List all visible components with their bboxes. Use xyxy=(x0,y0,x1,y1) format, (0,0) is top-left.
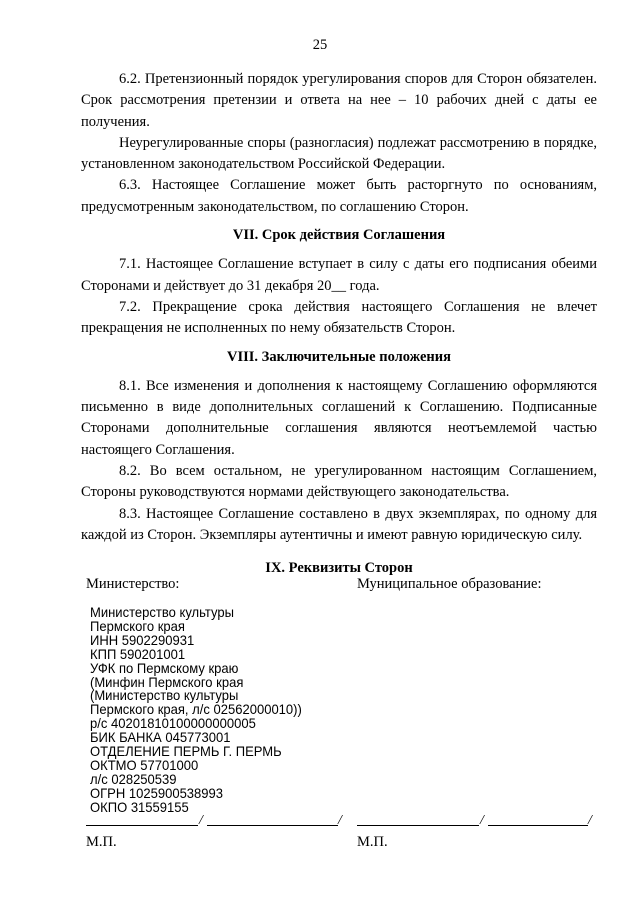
paragraph-7-2: 7.2. Прекращение срока действия настоящего Соглашения не влечет прекращения не исполненных по нему обязательств Сторон. xyxy=(81,298,597,337)
requisite-line: (Минфин Пермского края xyxy=(90,673,244,690)
paragraph-8-2: 8.2. Во всем остальном, не урегулированном настоящим Соглашением, Стороны руководствуются нормами действующего законодательства. xyxy=(81,463,597,501)
requisite-line: Министерство культуры xyxy=(90,604,235,620)
requisite-line: ОКПО 31559155 xyxy=(90,798,189,815)
signature-separator: / xyxy=(480,813,484,828)
requisite-line: л/с 028250539 xyxy=(90,770,177,787)
municipality-signature-line xyxy=(357,813,597,828)
signature-separator: / xyxy=(338,813,342,828)
paragraph-6-2: 6.2. Претензионный порядок урегулирования споров для Сторон обязателен. Срок рассмотрения претензии и ответа на нее – 10 рабочих дней с даты ее получения. xyxy=(81,71,597,130)
paragraph-6-2-disputes: Неурегулированные споры (разногласия) подлежат рассмотрению в порядке, установленном законодательством Российской Федерации. xyxy=(81,134,597,173)
page-number: 25 xyxy=(312,37,328,53)
requisite-line: ОТДЕЛЕНИЕ ПЕРМЬ Г. ПЕРМЬ xyxy=(90,743,282,760)
paragraph-8-3: 8.3. Настоящее Соглашение составлено в двух экземплярах, по одному для каждой из Сторон. Экземпляры аутентичны и имеют равную юридическую силу. xyxy=(81,505,597,543)
signature-separator: / xyxy=(199,813,203,828)
ministry-requisites xyxy=(90,606,302,815)
requisite-line: БИК БАНКА 045773001 xyxy=(90,729,231,746)
signature-field xyxy=(357,825,479,826)
paragraph-7-1: 7.1. Настоящее Соглашение вступает в силу с даты его подписания обеими Сторонами и действует до 31 декабря 20__ года. xyxy=(81,256,597,294)
section-7-heading: VII. Срок действия Соглашения xyxy=(232,227,446,244)
requisite-line: ОГРН 1025900538993 xyxy=(90,784,224,801)
paragraph-6-3: 6.3. Настоящее Соглашение может быть расторгнуто по основаниям, предусмотренным законодательством, по соглашению Сторон. xyxy=(81,177,597,215)
section-8-heading: VIII. Заключительные положения xyxy=(227,348,451,365)
ministry-seal-label: М.П. xyxy=(86,834,117,850)
signature-name-field xyxy=(488,825,588,826)
requisite-line: р/с 40201810100000000005 xyxy=(90,715,256,732)
requisite-line: УФК по Пермскому краю xyxy=(90,659,239,676)
ministry-signature-line xyxy=(86,813,344,828)
section-9-heading: IX. Реквизиты Сторон xyxy=(265,560,413,577)
requisite-line: (Министерство культуры xyxy=(90,687,239,704)
municipality-seal-label: М.П. xyxy=(357,834,388,850)
paragraph-8-1: 8.1. Все изменения и дополнения к настоящему Соглашению оформляются письменно в виде дополнительных соглашений к Соглашению. Подписанные Сторонами дополнительные соглашения являются неотъемлемой частью настоящего Соглашения. xyxy=(81,377,597,458)
requisite-line: Пермского края, л/с 02562000010)) xyxy=(90,701,302,718)
document-body xyxy=(81,69,597,588)
signature-field xyxy=(86,825,198,826)
requisite-line: ИНН 5902290931 xyxy=(90,631,195,648)
requisite-line: Пермского края xyxy=(90,617,185,634)
requisite-line: ОКТМО 57701000 xyxy=(90,756,199,773)
signature-name-field xyxy=(207,825,338,826)
requisite-line: КПП 590201001 xyxy=(90,645,186,662)
ministry-party-label: Министерство: xyxy=(86,576,180,592)
signature-separator: / xyxy=(588,813,592,828)
municipality-party-label: Муниципальное образование: xyxy=(357,576,542,592)
